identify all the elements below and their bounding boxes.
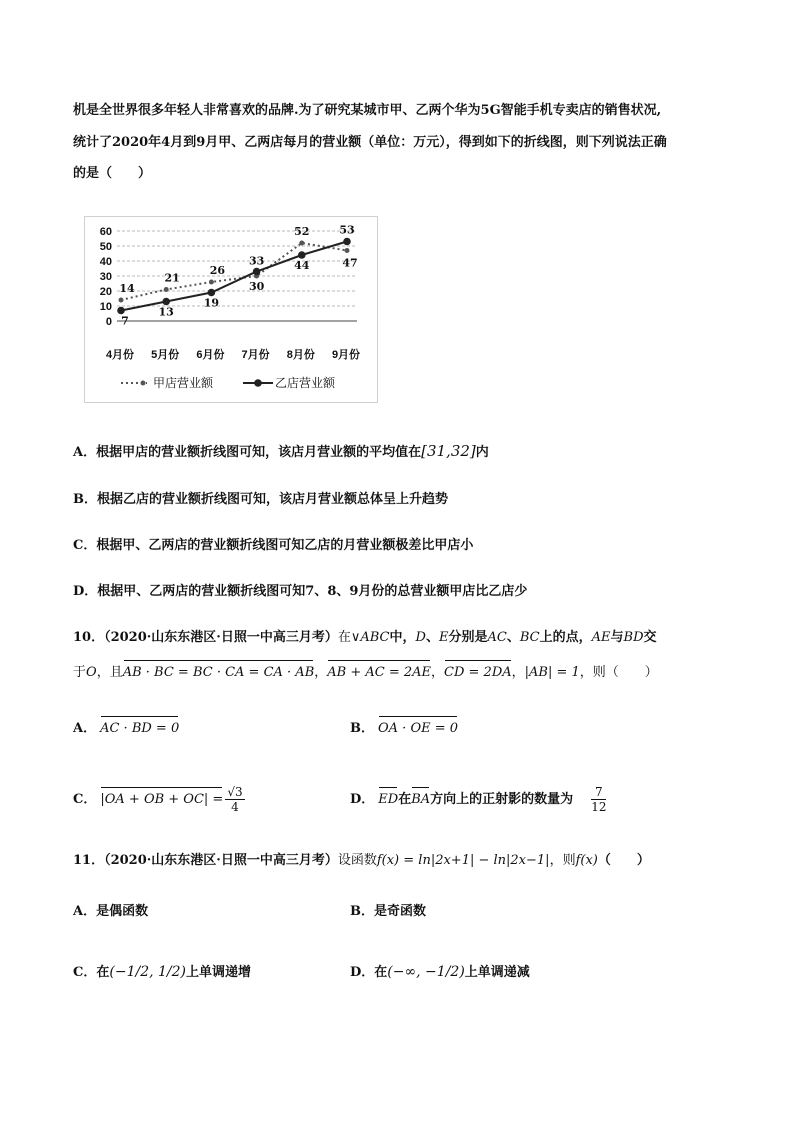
series-yi-point — [253, 268, 261, 276]
series-jia-point — [345, 248, 350, 253]
q10-option-c-label: C． — [73, 792, 97, 807]
series-yi-point — [208, 289, 216, 297]
q11-option-d-text: 在 — [374, 965, 388, 980]
legend-yi-marker — [254, 379, 262, 387]
intro-line-1: 机是全世界很多年轻人非常喜欢的品牌.为了研究某城市甲、乙两个华为5G智能手机专卖店的销售状况, — [73, 103, 662, 118]
series-jia-point — [164, 287, 169, 292]
q10-equation-3: CD = 2DA — [444, 663, 512, 683]
q10-seg-bc: BC — [519, 630, 540, 645]
q10-text: 、 — [425, 630, 439, 645]
q11-fx: f(x) — [575, 853, 598, 868]
y-tick-label: 60 — [99, 226, 112, 238]
q10-option-a-label: A． — [73, 721, 97, 736]
q10-equation-1: AB · BC = BC · CA = CA · AB — [123, 663, 315, 683]
q11-prefix: 11．（2020·山东东港区·日照一中高三月考） — [73, 853, 338, 868]
q9-option-d-text: 根据甲、乙两店的营业额折线图可知7、8、9月份的总营业额甲店比乙店少 — [97, 584, 528, 599]
y-tick-label: 40 — [99, 256, 112, 268]
data-label-yi: 53 — [339, 223, 355, 237]
y-tick-label: 10 — [99, 301, 112, 313]
q10-option-c-fraction — [225, 785, 244, 814]
q10-text: ，且 — [96, 665, 123, 680]
intro-line-2: 统计了2020年4月到9月甲、乙两店每月的营业额（单位：万元），得到如下的折线图，则下列说法正确 — [73, 135, 667, 150]
q10-text: 交 — [643, 630, 657, 645]
q11-stem — [73, 851, 650, 871]
q9-option-b[interactable] — [73, 490, 448, 510]
q10-point-o: O — [86, 665, 97, 680]
q10-text: 中， — [389, 630, 416, 645]
q10-option-c[interactable] — [73, 785, 247, 814]
series-yi-point — [298, 251, 306, 259]
x-tick-label: 8月份 — [286, 349, 315, 361]
q11-option-a-text: 是偶函数 — [96, 904, 149, 919]
q10-point-e: E — [438, 630, 449, 645]
x-tick-label: 5月份 — [151, 349, 180, 361]
series-yi-point — [162, 298, 170, 306]
legend-jia-label: 甲店营业额 — [153, 376, 214, 390]
series-yi-point — [343, 238, 351, 246]
legend-yi-label: 乙店营业额 — [275, 376, 336, 390]
intro-line-3: 的是（ ） — [73, 166, 152, 181]
series-yi-point — [117, 307, 125, 315]
y-tick-label: 50 — [99, 241, 112, 253]
q11-option-d-interval: (−∞, −1/2) — [387, 964, 465, 980]
data-label-jia: 52 — [294, 225, 310, 238]
q10-text: ，则（ ） — [579, 665, 658, 680]
q9-option-a-interval: [31,32] — [421, 442, 476, 460]
series-jia-point — [299, 241, 304, 246]
q11-option-d[interactable] — [350, 962, 530, 983]
q10-option-d-vec-ba: BA — [411, 790, 430, 810]
q10-option-a[interactable] — [73, 719, 179, 739]
q11-text: 设函数 — [337, 853, 377, 868]
q10-option-d-fraction — [591, 785, 606, 814]
data-label-yi: 7 — [121, 314, 129, 328]
q11-function: f(x) = ln|2x+1| − ln|2x−1| — [376, 853, 550, 868]
fraction-denominator: 4 — [231, 800, 239, 814]
q10-option-d-text: 方向上的正射影的数量为 — [430, 792, 574, 807]
fraction-numerator: √3 — [227, 785, 243, 799]
q10-stem-line-2: 于O，且AB · BC = BC · CA = CA · AB，AB + AC = 2AE，CD = 2DA，|AB| = 1，则（ ） — [73, 663, 658, 683]
q10-equation-2: AB + AC = 2AE — [327, 663, 431, 683]
q11-text: （ ） — [597, 853, 650, 868]
q9-option-a-text: 根据甲店的营业额折线图可知，该店月营业额的平均值在 — [96, 445, 422, 460]
q9-option-a-label: A． — [73, 445, 97, 460]
data-label-jia: 30 — [248, 280, 265, 293]
q11-option-c-text: 上单调递增 — [186, 965, 252, 980]
q10-text: 在 — [337, 630, 351, 645]
q11-option-c[interactable] — [73, 962, 251, 983]
q9-option-b-label: B． — [73, 492, 97, 507]
q10-option-b-expr: OA · OE = 0 — [378, 719, 458, 739]
q11-option-c-text: 在 — [96, 965, 110, 980]
legend-jia-marker — [141, 381, 146, 386]
q9-option-a[interactable] — [73, 441, 489, 463]
q9-option-a-suffix: 内 — [475, 445, 489, 460]
q11-text: ，则 — [549, 853, 576, 868]
data-label-yi: 13 — [158, 305, 174, 319]
q10-option-c-expr: |OA + OB + OC| = — [100, 790, 223, 810]
q10-equation-4: |AB| = 1 — [524, 665, 580, 680]
q10-seg-ae: AE — [591, 630, 611, 645]
q9-option-d[interactable] — [73, 582, 527, 602]
q10-text: 与 — [610, 630, 624, 645]
q11-option-b[interactable] — [350, 902, 426, 922]
q10-seg-bd: BD — [623, 630, 644, 645]
y-tick-label: 20 — [99, 286, 112, 298]
q10-option-b-label: B． — [350, 721, 374, 736]
x-tick-label: 7月份 — [241, 349, 270, 361]
q10-option-d-text: 在 — [398, 792, 412, 807]
q10-option-a-expr: AC · BD = 0 — [100, 719, 179, 739]
x-tick-label: 4月份 — [105, 349, 135, 361]
data-label-yi: 33 — [248, 254, 265, 268]
series-jia-point — [209, 280, 214, 285]
q11-option-b-text: 是奇函数 — [374, 904, 427, 919]
q11-option-c-interval: (−1/2, 1/2) — [109, 964, 186, 980]
q10-text: 分别是 — [448, 630, 488, 645]
q10-seg-ac: AC — [487, 630, 507, 645]
chart-svg — [85, 217, 377, 402]
q10-text: 于 — [73, 665, 87, 680]
q10-text: 上的点， — [539, 630, 592, 645]
q10-option-d[interactable] — [350, 785, 608, 814]
q11-option-c-label: C． — [73, 965, 97, 980]
q9-option-c[interactable] — [73, 536, 473, 556]
q11-option-d-text: 上单调递减 — [464, 965, 530, 980]
sales-line-chart — [84, 216, 378, 403]
q10-option-b[interactable] — [350, 719, 458, 739]
q11-option-d-label: D． — [350, 965, 375, 980]
q9-option-c-text: 根据甲、乙两店的营业额折线图可知乙店的月营业额极差比甲店小 — [96, 538, 474, 553]
q9-option-c-label: C． — [73, 538, 97, 553]
q10-option-d-label: D． — [350, 792, 375, 807]
q11-option-a-label: A． — [73, 904, 97, 919]
data-label-jia: 14 — [119, 282, 135, 295]
q10-prefix: 10．（2020·山东东港区·日照一中高三月考） — [73, 630, 338, 645]
y-tick-label: 30 — [99, 271, 112, 283]
data-label-yi: 44 — [294, 259, 310, 272]
q10-point-d: D — [415, 630, 426, 645]
y-tick-label: 0 — [105, 316, 112, 328]
q9-option-b-text: 根据乙店的营业额折线图可知，该店月营业额总体呈上升趋势 — [97, 492, 449, 507]
series-jia-point — [119, 298, 124, 303]
q10-triangle: ∨ABC — [350, 630, 390, 645]
q10-text: 、 — [506, 630, 520, 645]
data-label-jia: 21 — [164, 271, 180, 285]
q11-option-b-label: B． — [350, 904, 374, 919]
x-tick-label: 9月份 — [331, 349, 361, 361]
q10-option-d-vec-ed: ED — [378, 790, 398, 810]
q9-option-d-label: D． — [73, 584, 98, 599]
data-label-jia: 47 — [342, 256, 358, 270]
fraction-denominator: 12 — [591, 800, 607, 814]
q10-stem-line-1 — [73, 628, 657, 648]
data-label-jia: 26 — [209, 264, 226, 277]
data-label-yi: 19 — [203, 296, 220, 310]
fraction-numerator: 7 — [591, 785, 606, 800]
q11-option-a[interactable] — [73, 902, 148, 922]
x-tick-label: 6月份 — [196, 349, 225, 361]
